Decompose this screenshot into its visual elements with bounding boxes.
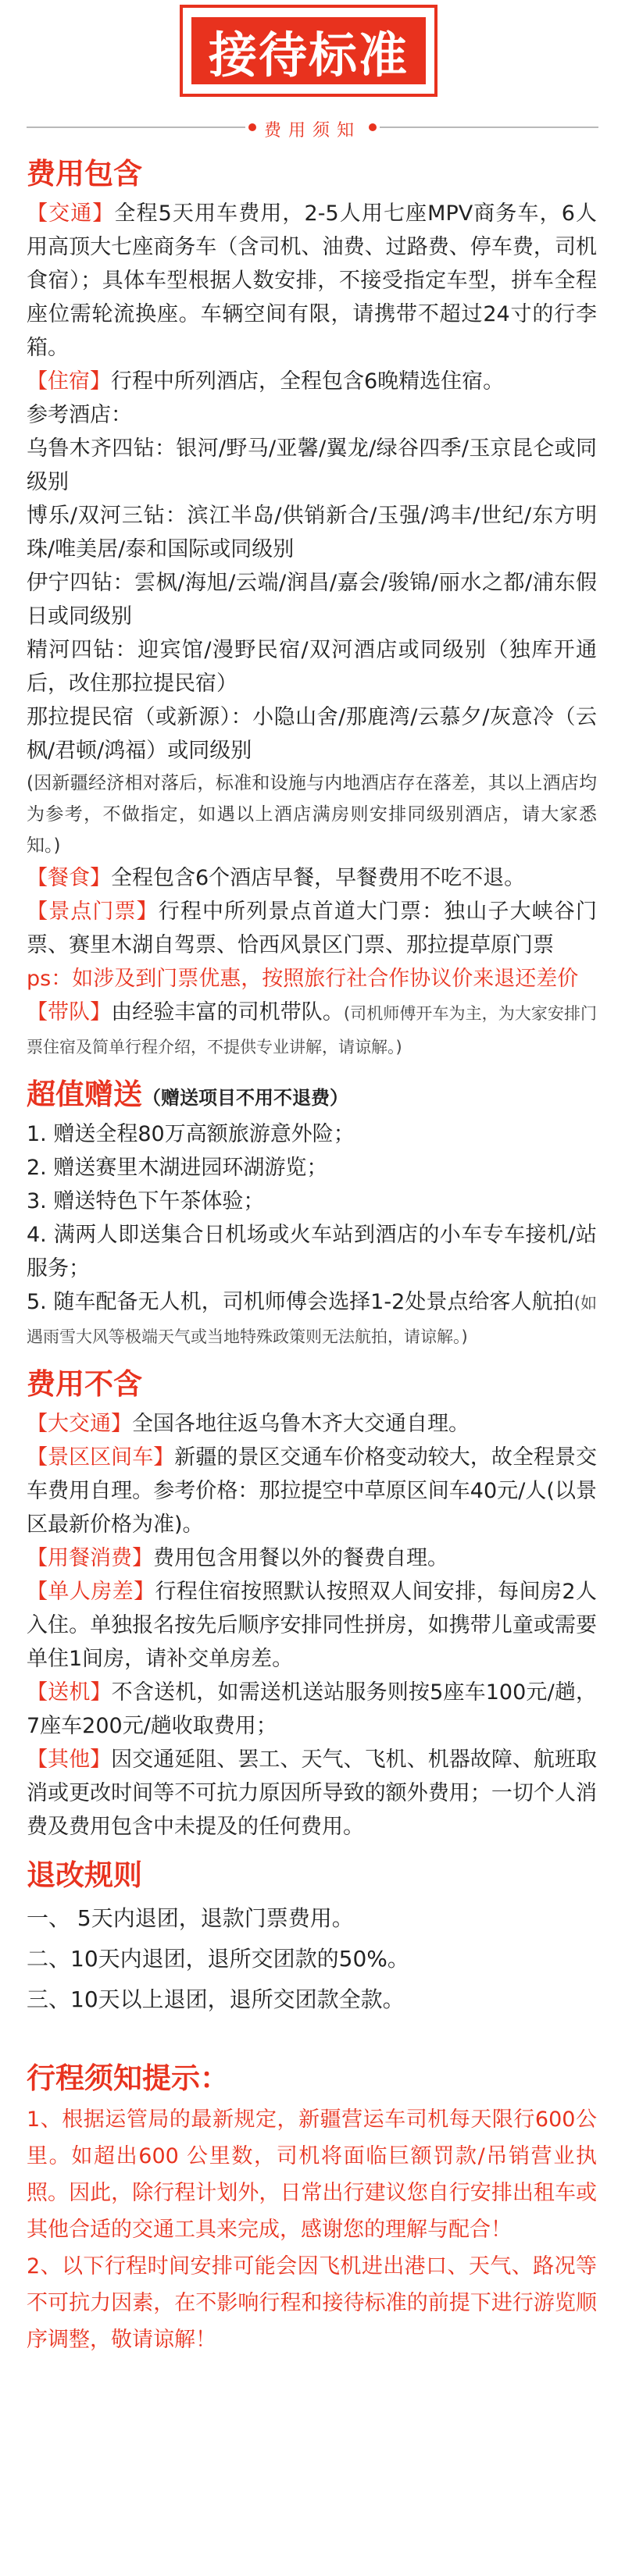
drone-note: (如遇雨雪大风等极端天气或当地特殊政策则无法航拍，请谅解。) <box>27 1294 597 1346</box>
divider-label: 费用须知 <box>263 121 361 141</box>
gift-heading <box>27 1071 597 1113</box>
spacer <box>27 2020 597 2047</box>
item-text: 全程包含6个酒店早餐，早餐费用不吃不退。 <box>111 866 526 890</box>
hotel-ref-label: 参考酒店： <box>27 403 132 427</box>
include-item-guide <box>27 996 597 1063</box>
gift-heading-note: （赠送项目不用不退费） <box>142 1087 348 1109</box>
tag-label: 【送机】 <box>27 1680 112 1705</box>
section-divider <box>27 119 598 141</box>
tag-label: 【景区区间车】 <box>27 1445 175 1470</box>
gift-item: 1. 赠送全程80万高额旅游意外险； <box>27 1122 355 1146</box>
header-box <box>191 17 426 84</box>
gift-item: 4. 满两人即送集合日机场或火车站到酒店的小车专车接机/站服务； <box>27 1223 597 1281</box>
tip-item: 2、以下行程时间安排可能会因飞机进出港口、天气、路况等不可抗力因素，在不影响行程和接待标准的前提下进行游览顺序调整，敬请谅解！ <box>27 2254 597 2352</box>
tip-item: 1、根据运管局的最新规定，新疆营运车司机每天限行600公里。如超出600 公里数，司机将面临巨额罚款/吊销营业执照。因此，除行程计划外，日常出行建议您自行安排出租车或其他合适的交通工具来完成，感谢您的理解与配合！ <box>27 2107 597 2242</box>
exclude-item <box>27 1407 597 1441</box>
content <box>27 142 597 2358</box>
item-text: 费用包含用餐以外的餐费自理。 <box>153 1546 448 1570</box>
header-frame <box>180 5 438 97</box>
guide-note: (司机师傅开车为主，为大家安排门票住宿及简单行程介绍，不提供专业讲解，请谅解。) <box>27 1004 598 1056</box>
tag-label: 【交通】 <box>27 201 115 226</box>
gift-heading-text: 超值赠送 <box>27 1078 142 1111</box>
tag-label: 【景点门票】 <box>27 900 159 924</box>
hotel-list-item: 博乐/双河三钻：滨江半岛/供销新合/玉强/鸿丰/世纪/东方明珠/唯美居/泰和国际或同级别 <box>27 504 597 561</box>
exclude-item <box>27 1743 597 1844</box>
hotel-list-item: 伊宁四钻：雲枫/海旭/云端/润昌/嘉会/骏锦/丽水之都/浦东假日或同级别 <box>27 571 597 629</box>
hotel-note: (因新疆经济相对落后，标准和设施与内地酒店存在落差，其以上酒店均为参考，不做指定，如遇以上酒店满房则安排同级别酒店，请大家悉知。) <box>27 773 597 856</box>
ticket-discount-note: ps：如涉及到门票优惠，按照旅行社合作协议价来退还差价 <box>27 967 579 991</box>
item-text: 由经验丰富的司机带队。 <box>111 1000 344 1024</box>
gift-item: 3. 赠送特色下午茶体验； <box>27 1189 265 1213</box>
include-item-transport <box>27 197 597 365</box>
exclude-heading: 费用不含 <box>27 1367 142 1401</box>
tag-label: 【带队】 <box>27 1000 112 1024</box>
tips-heading: 行程须知提示： <box>27 2061 229 2095</box>
item-text: 因交通延阻、罢工、天气、飞机、机器故障、航班取消或更改时间等不可抗力原因所导致的额外费用；一切个人消费及费用包含中未提及的任何费用。 <box>27 1748 598 1839</box>
exclude-item <box>27 1441 597 1541</box>
divider-dot-right <box>369 123 377 131</box>
tag-label: 【其他】 <box>27 1748 112 1772</box>
exclude-item <box>27 1676 597 1743</box>
item-text: 新疆的景区交通车价格变动较大，故全程景交车费用自理。参考价格：那拉提空中草原区间车40元/人(以景区最新价格为准)。 <box>27 1445 598 1537</box>
divider-line-right <box>380 126 598 128</box>
exclude-item <box>27 1575 597 1676</box>
refund-rule: 一、 5天内退团，退款门票费用。 <box>27 1905 354 1931</box>
hotel-list-item: 那拉提民宿（或新源）：小隐山舍/那鹿湾/云慕夕/灰意冷（云枫/君顿/鸿福）或同级别 <box>27 705 597 763</box>
item-text: 行程住宿按照默认按照双人间安排，每间房2人入住。单独报名按先后顺序安排同性拼房，如携带儿童或需要单住1间房，请补交单房差。 <box>27 1580 597 1671</box>
item-text: 5. 随车配备无人机，司机师傅会选择1-2处景点给客人航拍 <box>27 1290 574 1314</box>
exclude-item <box>27 1541 597 1575</box>
item-text: 全国各地往返乌鲁木齐大交通自理。 <box>132 1412 470 1436</box>
item-text: 行程中所列酒店，全程包含6晚精选住宿。 <box>111 369 505 394</box>
tag-label: 【餐食】 <box>27 866 111 890</box>
refund-rule: 二、10天内退团，退所交团款的50%。 <box>27 1946 409 1972</box>
refund-heading: 退改规则 <box>27 1858 142 1892</box>
gift-item-drone <box>27 1285 597 1352</box>
tag-label: 【用餐消费】 <box>27 1546 153 1570</box>
tag-label: 【住宿】 <box>27 369 111 394</box>
item-text: 行程中所列景点首道大门票：独山子大峡谷门票、赛里木湖自驾票、恰西风景区门票、那拉提草原门票 <box>27 900 598 957</box>
include-heading: 费用包含 <box>27 157 142 191</box>
hotel-list-item: 精河四钻：迎宾馆/漫野民宿/双河酒店或同级别（独库开通后，改住那拉提民宿） <box>27 638 597 696</box>
gift-item: 2. 赠送赛里木湖进园环湖游览； <box>27 1156 328 1180</box>
page-title: 接待标准 <box>208 26 409 84</box>
include-item-hotel <box>27 365 597 398</box>
tag-label: 【大交通】 <box>27 1412 132 1436</box>
include-item-tickets <box>27 895 597 962</box>
tag-label: 【单人房差】 <box>27 1580 155 1604</box>
item-text: 不含送机，如需送机送站服务则按5座车100元/趟，7座车200元/趟收取费用； <box>27 1680 598 1738</box>
include-item-meals <box>27 861 597 895</box>
refund-rule: 三、10天以上退团，退所交团款全款。 <box>27 1986 405 2012</box>
item-text: 全程5天用车费用，2-5人用七座MPV商务车，6人用高顶大七座商务车（含司机、油费、过路费、停车费，司机食宿）；具体车型根据人数安排，不接受指定车型，拼车全程座位需轮流换座。车辆空间有限，请携带不超过24寸的行李箱。 <box>27 201 597 360</box>
hotel-list-item: 乌鲁木齐四钻：银河/野马/亚馨/翼龙/绿谷四季/玉京昆仑或同级别 <box>27 436 597 494</box>
